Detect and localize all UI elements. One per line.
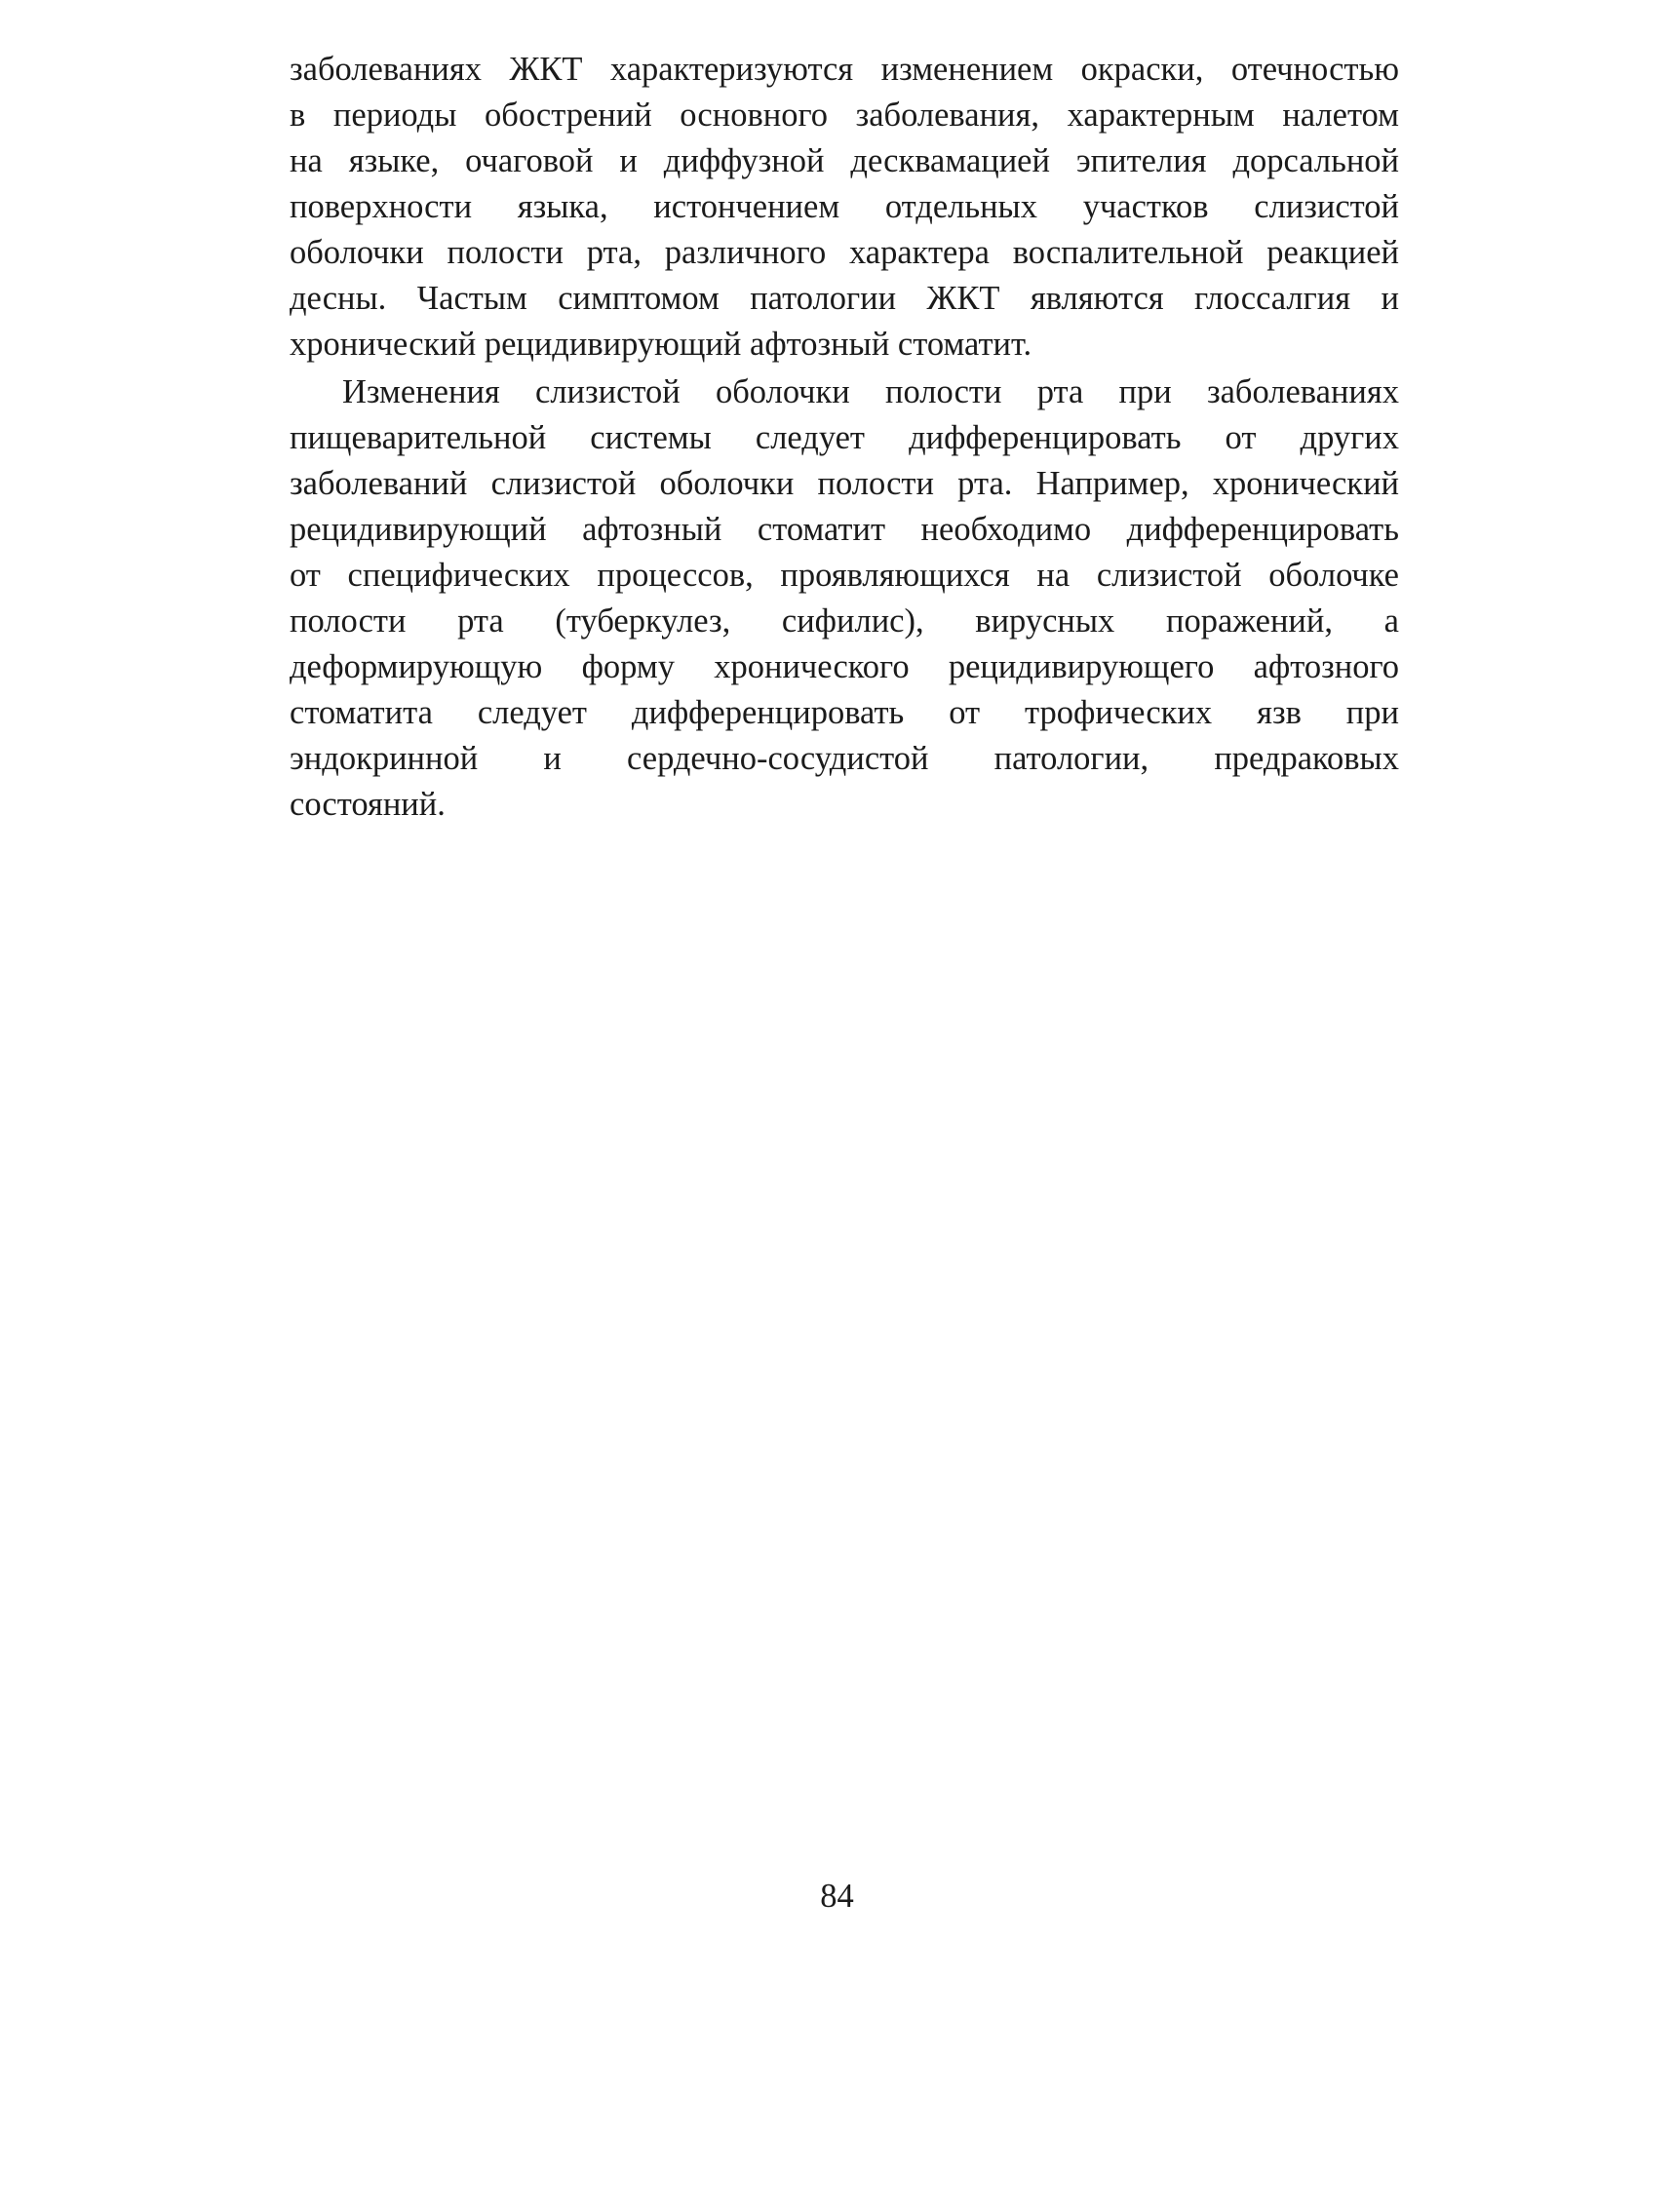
text-line: пищеварительной системы следует дифференцировать от других bbox=[290, 419, 1399, 456]
text-line: десны. Частым симптомом патологии ЖКТ являются глоссалгия и bbox=[290, 280, 1399, 317]
text-line: заболеваниях ЖКТ характеризуются изменением окраски, отечностью bbox=[290, 51, 1399, 88]
text-line: полости рта (туберкулез, сифилис), вирусных поражений, а bbox=[290, 602, 1399, 640]
text-line: поверхности языка, истончением отдельных участков слизистой bbox=[290, 188, 1399, 225]
text-line: заболеваний слизистой оболочки полости рта. Например, хронический bbox=[290, 465, 1399, 502]
paragraph bbox=[290, 369, 1399, 828]
text-line: стоматита следует дифференцировать от трофических язв при bbox=[290, 694, 1399, 731]
text-line: состояний. bbox=[290, 786, 446, 823]
text-line: оболочки полости рта, различного характера воспалительной реакцией bbox=[290, 234, 1399, 271]
text-line: рецидивирующий афтозный стоматит необходимо дифференцировать bbox=[290, 511, 1399, 548]
text-line: эндокринной и сердечно-сосудистой патологии, предраковых bbox=[290, 740, 1399, 777]
text-line: от специфических процессов, проявляющихся на слизистой оболочке bbox=[290, 557, 1399, 594]
paragraph bbox=[290, 47, 1399, 368]
text-line: хронический рецидивирующий афтозный стоматит. bbox=[290, 326, 1032, 363]
body-text bbox=[290, 47, 1399, 828]
text-line: деформирующую форму хронического рецидивирующего афтозного bbox=[290, 648, 1399, 685]
text-line: Изменения слизистой оболочки полости рта при заболеваниях bbox=[342, 373, 1399, 410]
page-number: 84 bbox=[820, 1878, 854, 1915]
text-line: на языке, очаговой и диффузной десквамацией эпителия дорсальной bbox=[290, 142, 1399, 179]
text-line: в периоды обострений основного заболевания, характерным налетом bbox=[290, 97, 1399, 134]
